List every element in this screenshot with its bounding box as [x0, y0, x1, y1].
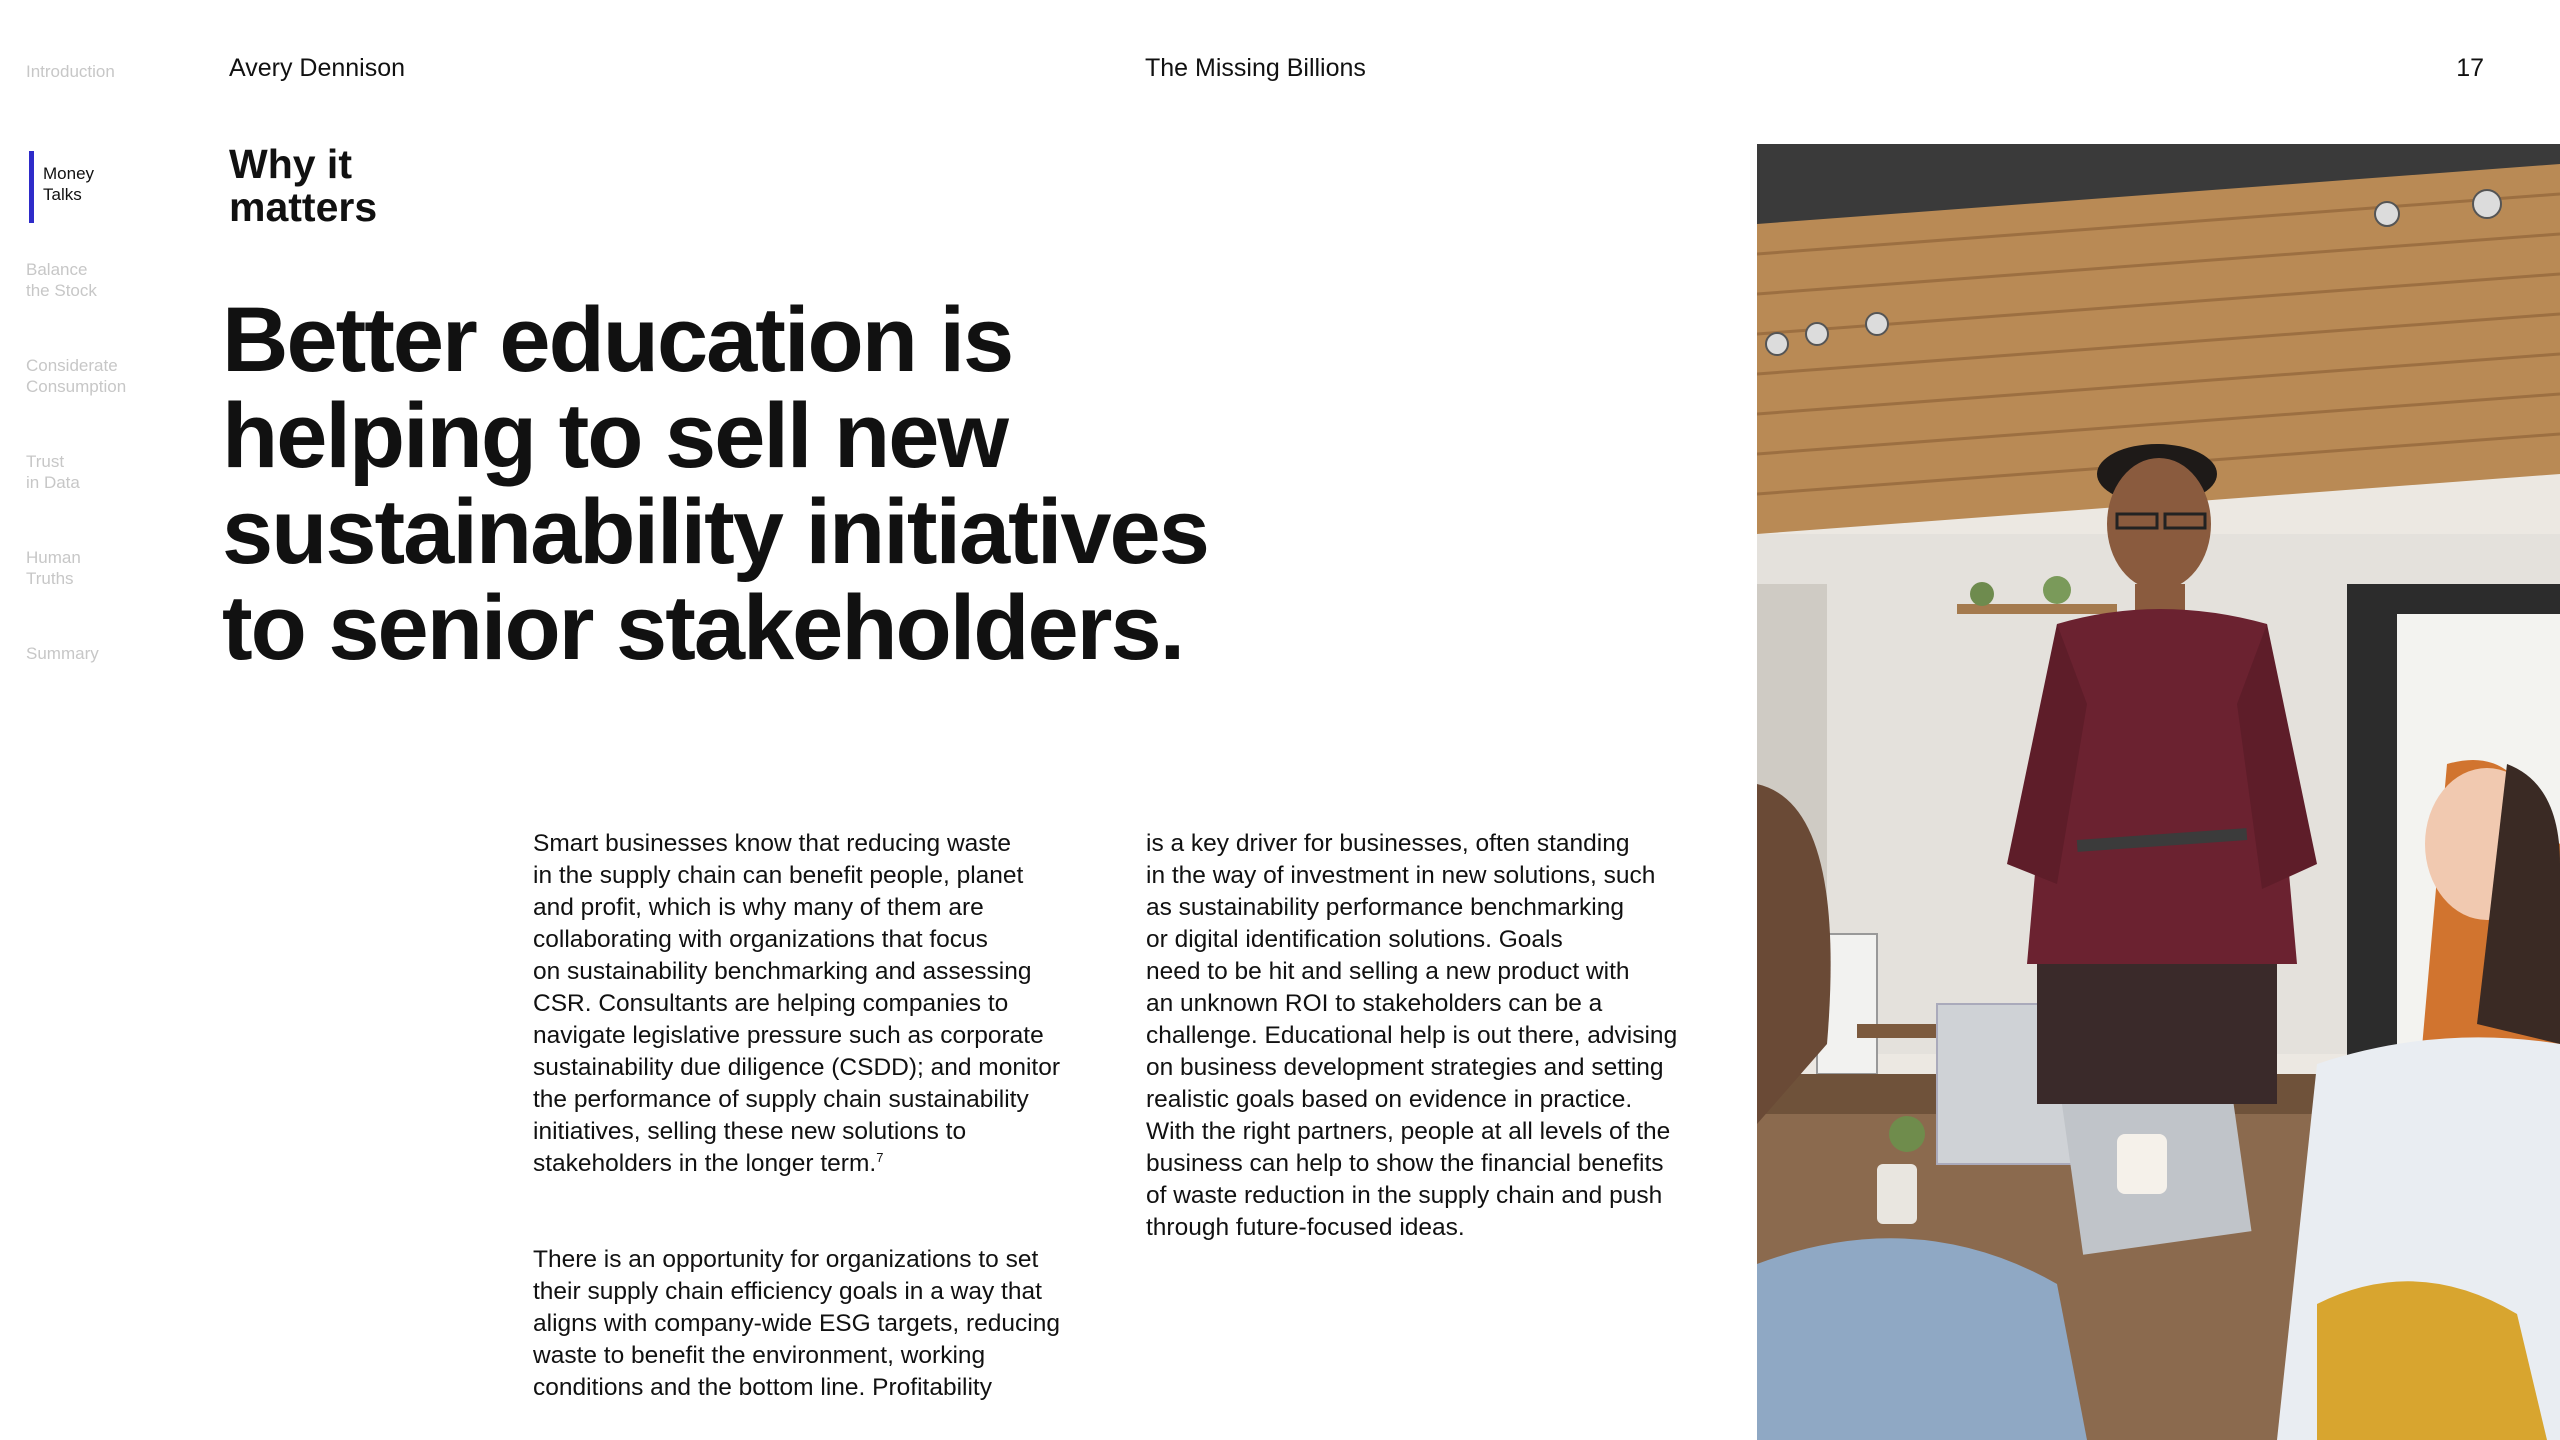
section-kicker: Why it matters [229, 141, 378, 230]
body-paragraph: is a key driver for businesses, often standing in the way of investment in new solutions, such as sustainability performance benchmarking or digital identification solutions. Goals need to be hit and selling a new product with an unknown ROI to stakeholders can be a challenge. Educational help is out there, advising on business development strategies and setting realistic goals based on evidence in practice. With the right partners, people at all levels of the business can help to show the financial benefits of waste reduction in the supply chain and push through future-focused ideas. [1146, 830, 1678, 1241]
photo-illustration [1757, 144, 2560, 1440]
nav-item-money-talks[interactable]: Money Talks [26, 163, 186, 205]
office-meeting-photo [1757, 144, 2560, 1440]
body-column-1 [533, 796, 1113, 1436]
document-title: The Missing Billions [1145, 54, 1366, 82]
footnote-marker[interactable]: 7 [876, 1149, 884, 1165]
nav-item-balance-the-stock[interactable]: Balance the Stock [26, 260, 97, 300]
page-headline: Better education is helping to sell new sustainability initiatives to senior stakeholders. [222, 289, 1208, 679]
body-paragraph [533, 828, 1113, 1180]
nav-item-trust-in-data[interactable]: Trust in Data [26, 452, 80, 492]
page-number: 17 [2456, 54, 2484, 82]
nav-item-human-truths[interactable]: Human Truths [26, 548, 81, 588]
nav-item-summary[interactable]: Summary [26, 644, 99, 663]
nav-item-introduction[interactable]: Introduction [26, 62, 115, 81]
nav-item-considerate-consumption[interactable]: Considerate Consumption [26, 356, 127, 396]
body-column-2 [1146, 796, 1736, 1276]
brand-name: Avery Dennison [229, 54, 406, 82]
body-paragraph: There is an opportunity for organizations to set their supply chain efficiency goals in a way that aligns with company-wide ESG targets, reducing waste to benefit the environment, working conditions and the bottom line. Profitability [533, 1246, 1061, 1401]
paragraph-text: Smart businesses know that reducing waste in the supply chain can benefit people, planet and profit, which is why many of them are collaborating with organizations that focus on sustainability benchmarking and assessing CSR. Consultants are helping companies to navigate legislative pressure such as corporate sustainability due diligence (CSDD); and monitor the performance of supply chain sustainability initiatives, selling these new solutions to stakeholders in the longer term. [533, 830, 1061, 1177]
